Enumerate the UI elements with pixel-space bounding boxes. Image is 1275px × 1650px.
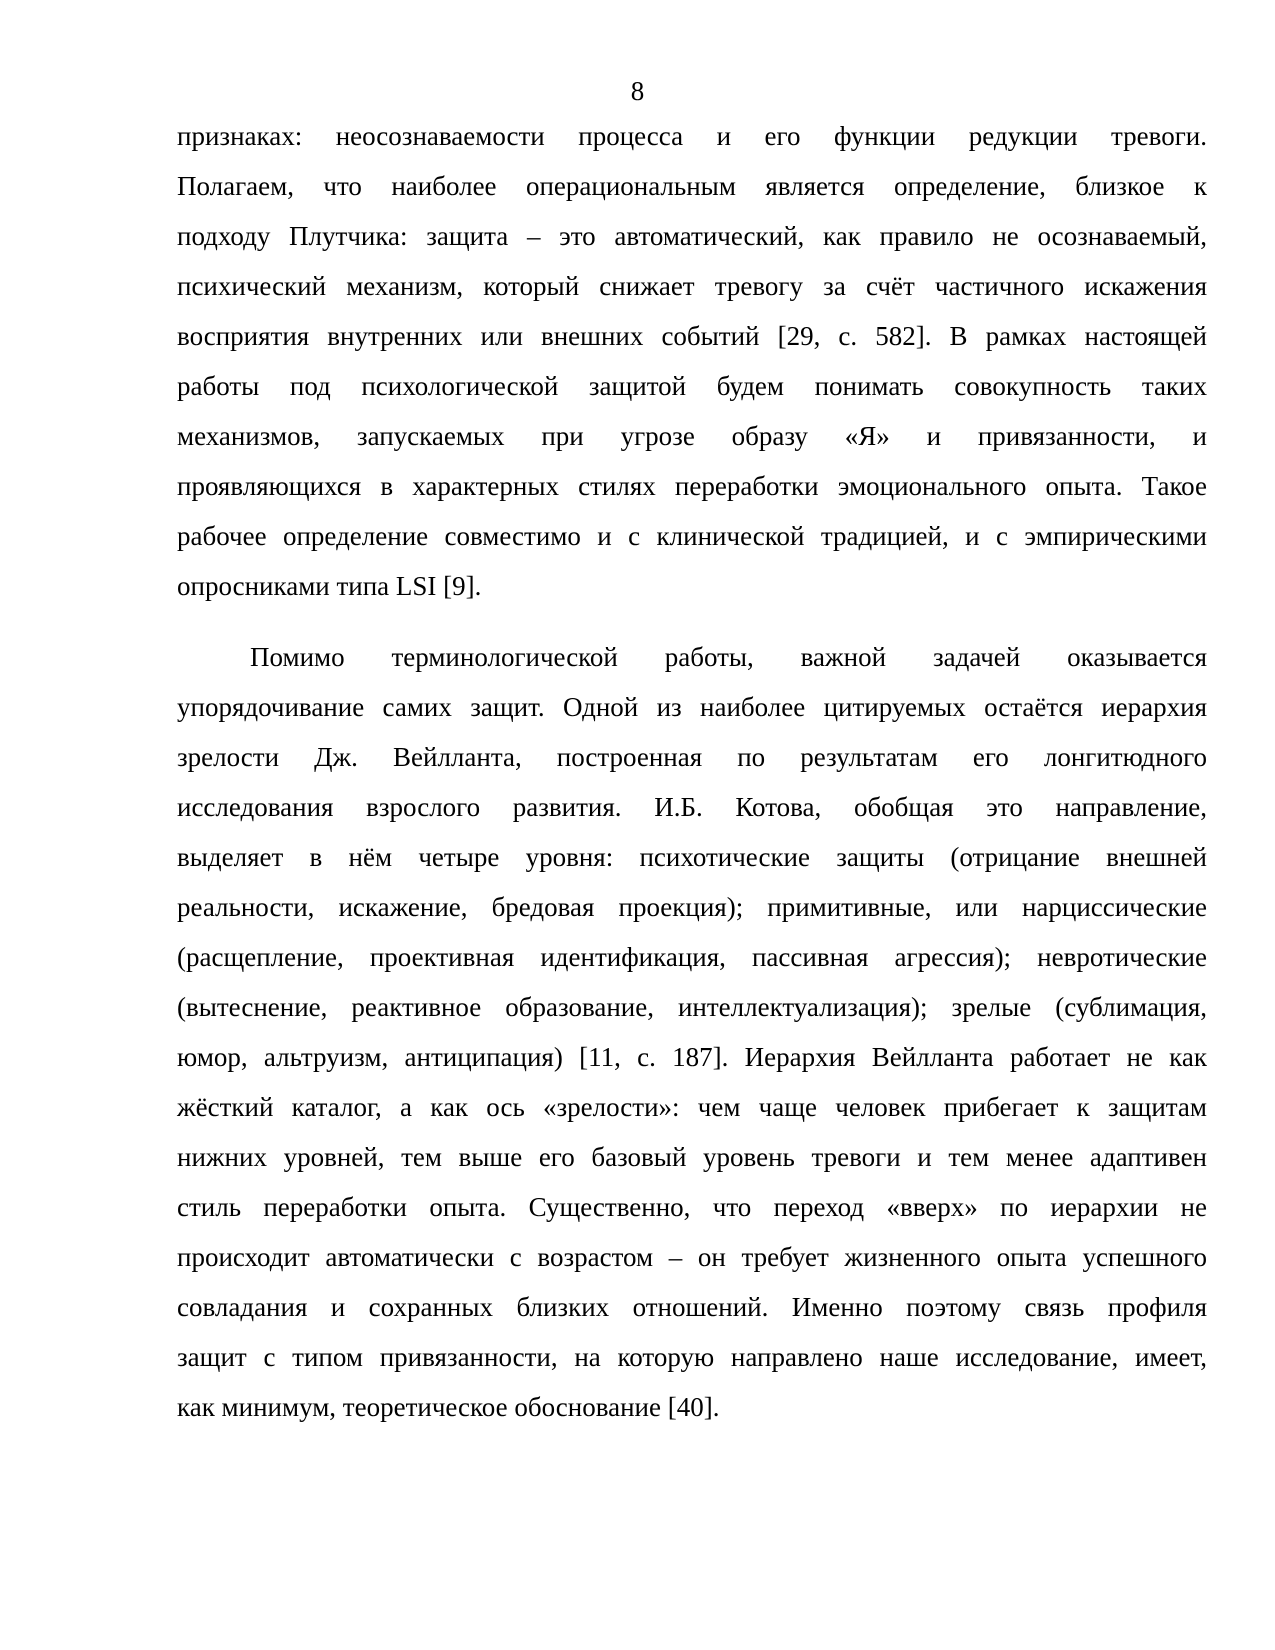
text-line: нижних уровней, тем выше его базовый уровень тревоги и тем менее адаптивен <box>177 1142 1207 1172</box>
text-line: зрелости Дж. Вейлланта, построенная по результатам его лонгитюдного <box>177 742 1207 772</box>
text-line: работы под психологической защитой будем понимать совокупность таких <box>177 371 1207 401</box>
text-line: защит с типом привязанности, на которую направлено наше исследование, имеет, <box>177 1342 1207 1372</box>
text-line: реальности, искажение, бредовая проекция); примитивные, или нарциссические <box>177 892 1207 922</box>
text-line-first: Помимо терминологической работы, важной задачей оказывается <box>250 642 1207 672</box>
text-line: выделяет в нём четыре уровня: психотические защиты (отрицание внешней <box>177 842 1207 872</box>
text-line: исследования взрослого развития. И.Б. Котова, обобщая это направление, <box>177 792 1207 822</box>
text-line: признаках: неосознаваемости процесса и его функции редукции тревоги. <box>177 121 1207 151</box>
text-line: стиль переработки опыта. Существенно, что переход «вверх» по иерархии не <box>177 1192 1207 1222</box>
text-line: Полагаем, что наиболее операциональным является определение, близкое к <box>177 171 1207 201</box>
text-line: механизмов, запускаемых при угрозе образу «Я» и привязанности, и <box>177 421 1207 451</box>
paragraph-1 <box>177 111 1207 611</box>
text-line: (расщепление, проективная идентификация, пассивная агрессия); невротические <box>177 942 1207 972</box>
text-line: жёсткий каталог, а как ось «зрелости»: чем чаще человек прибегает к защитам <box>177 1092 1207 1122</box>
text-line: подходу Плутчика: защита – это автоматический, как правило не осознаваемый, <box>177 221 1207 251</box>
text-line: восприятия внутренних или внешних событий [29, с. 582]. В рамках настоящей <box>177 321 1207 351</box>
text-line: рабочее определение совместимо и с клинической традицией, и с эмпирическими <box>177 521 1207 551</box>
paragraph-2 <box>177 632 1207 1432</box>
body-text <box>177 111 1207 1432</box>
text-line: упорядочивание самих защит. Одной из наиболее цитируемых остаётся иерархия <box>177 692 1207 722</box>
text-line: проявляющихся в характерных стилях переработки эмоционального опыта. Такое <box>177 471 1207 501</box>
text-line-last: как минимум, теоретическое обоснование [40]. <box>177 1392 720 1422</box>
text-line: происходит автоматически с возрастом – он требует жизненного опыта успешного <box>177 1242 1207 1272</box>
page-number: 8 <box>630 76 645 106</box>
text-line: психический механизм, который снижает тревогу за счёт частичного искажения <box>177 271 1207 301</box>
text-line: совладания и сохранных близких отношений. Именно поэтому связь профиля <box>177 1292 1207 1322</box>
text-line: юмор, альтруизм, антиципация) [11, с. 187]. Иерархия Вейлланта работает не как <box>177 1042 1207 1072</box>
text-line-last: опросниками типа LSI [9]. <box>177 571 482 601</box>
text-line: (вытеснение, реактивное образование, интеллектуализация); зрелые (сублимация, <box>177 992 1207 1022</box>
